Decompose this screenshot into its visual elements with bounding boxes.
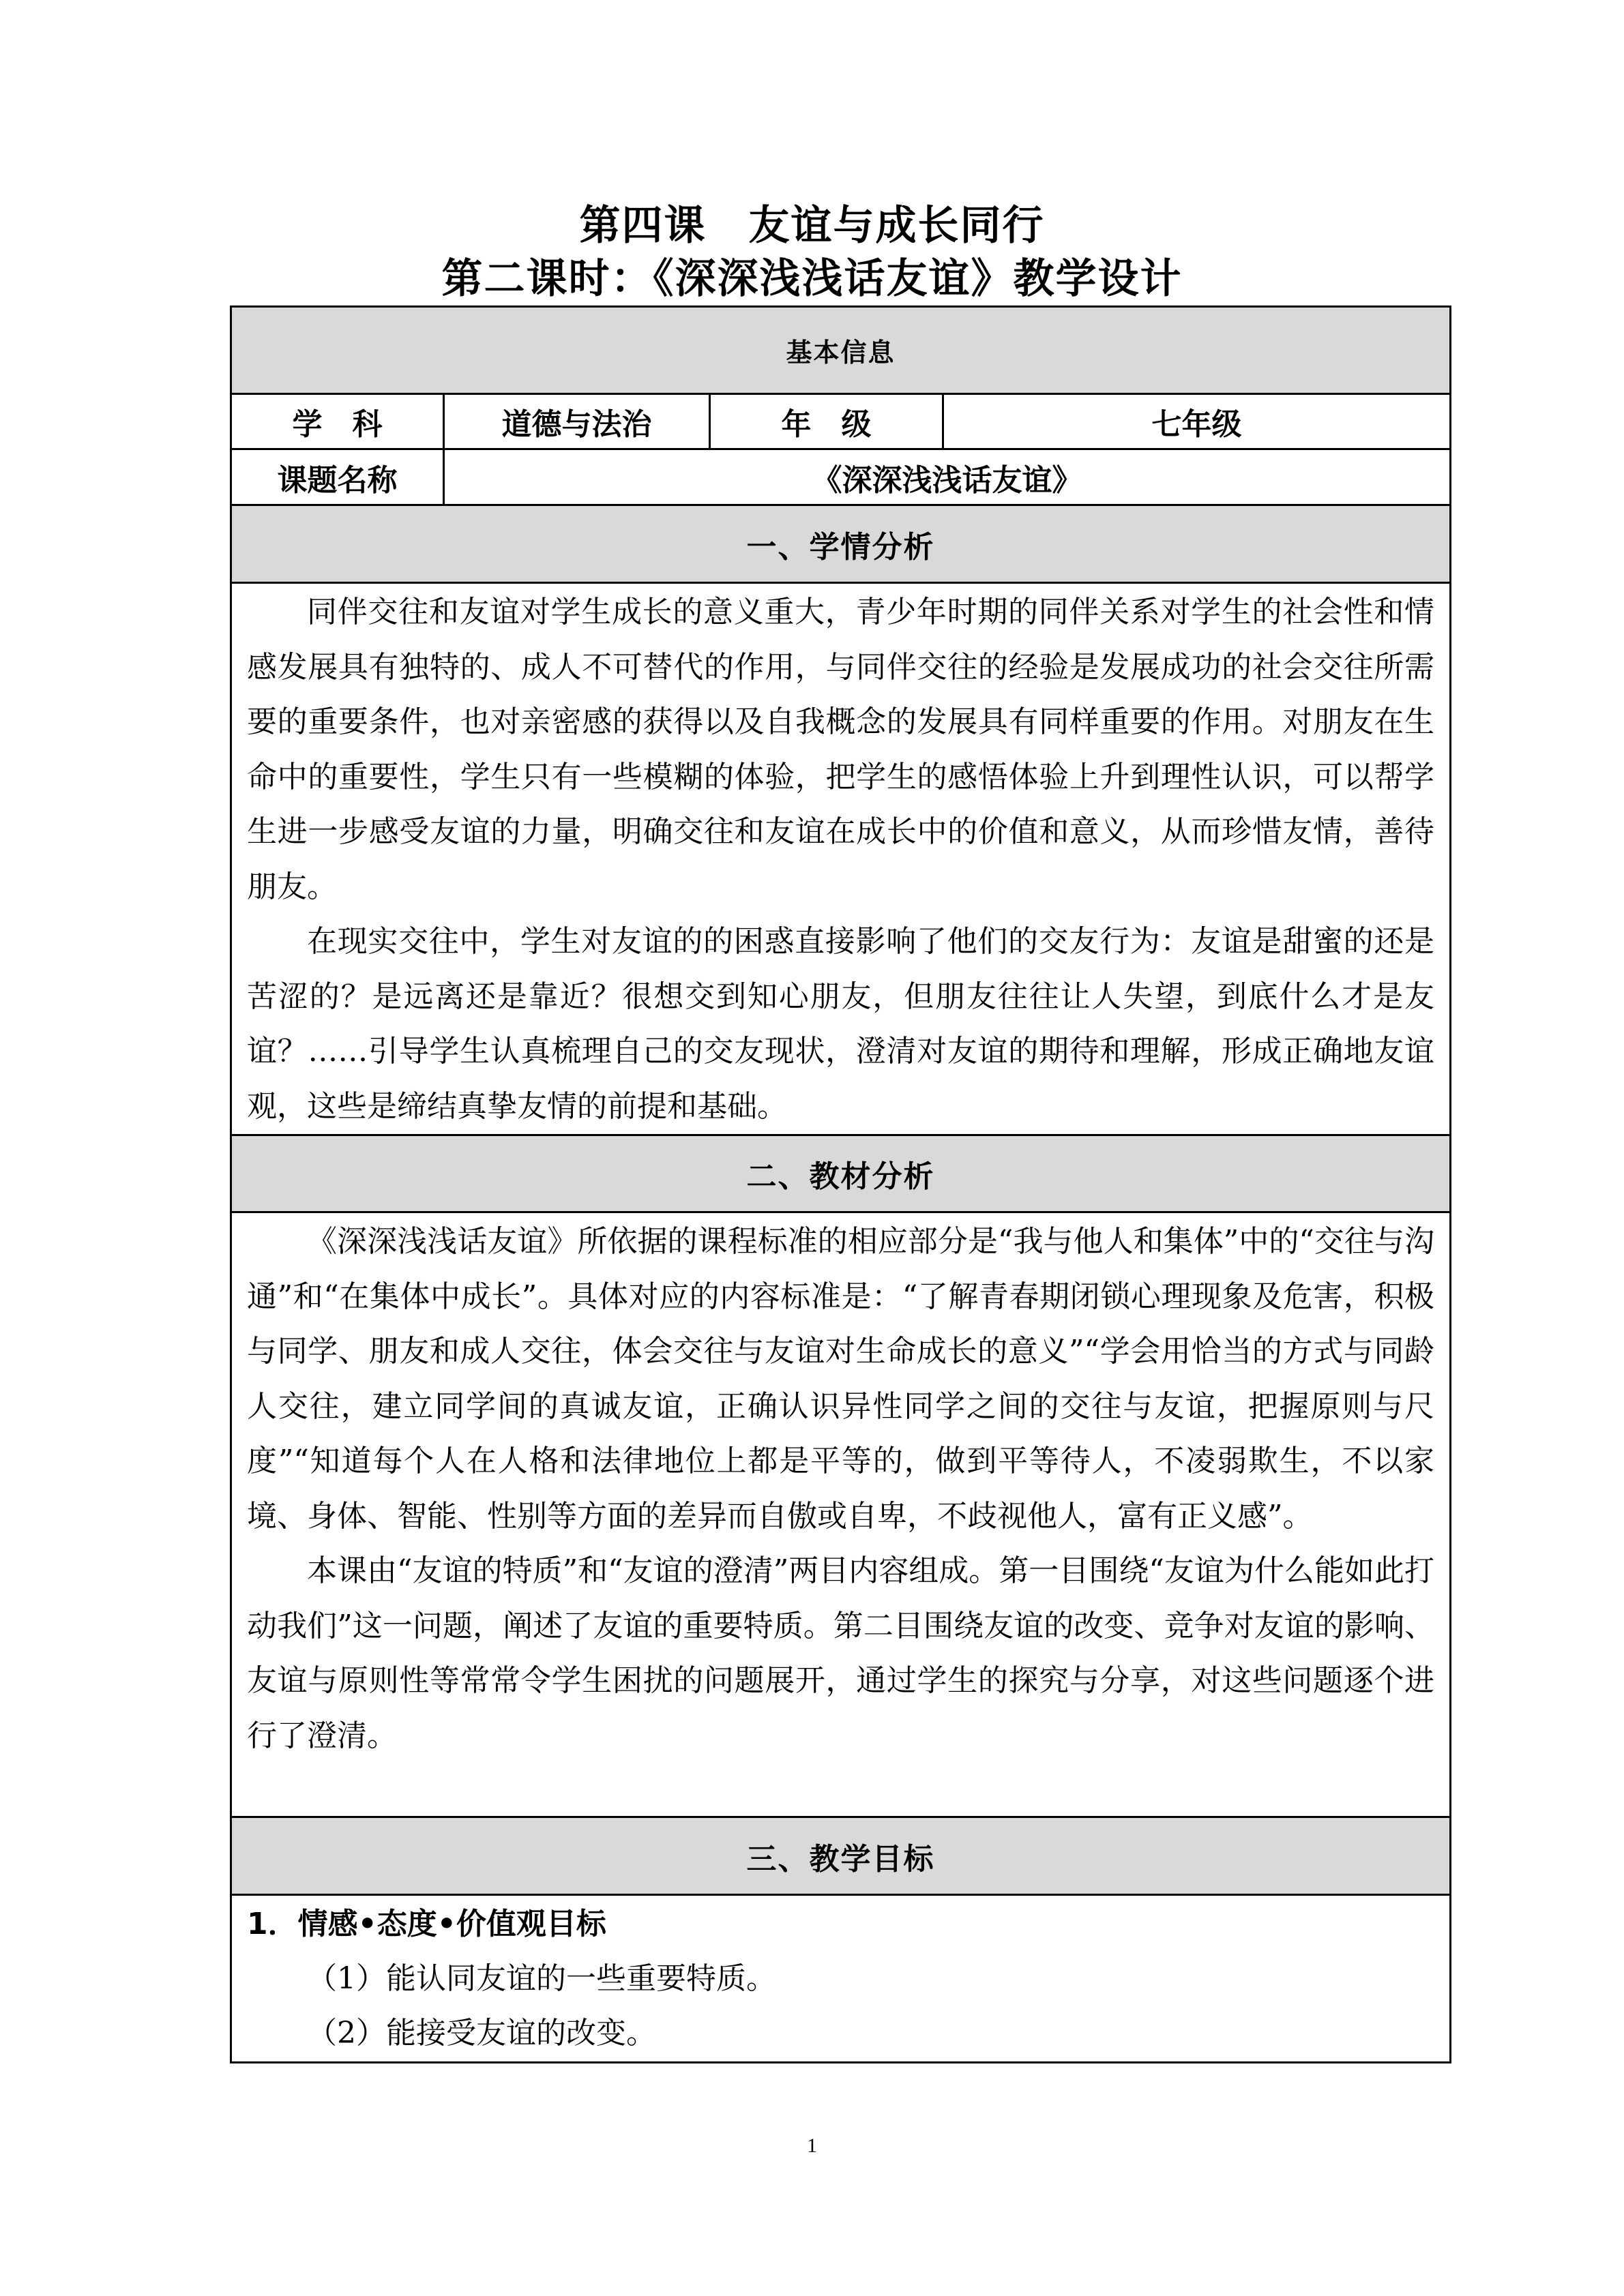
grade-value: 七年级 — [943, 394, 1451, 449]
textbook-analysis-heading: 二、教材分析 — [231, 1135, 1451, 1212]
document-title — [0, 199, 1624, 305]
topic-value: 《深深浅浅话友谊》 — [444, 449, 1451, 505]
textbook-analysis-body — [231, 1212, 1451, 1817]
topic-label: 课题名称 — [231, 449, 444, 505]
subject-value: 道德与法治 — [444, 394, 710, 449]
title-line-1: 第四课 友谊与成长同行 — [579, 202, 1045, 250]
grade-label: 年 级 — [710, 394, 943, 449]
title-line-2: 第二课时：《深深浅浅话友谊》教学设计 — [441, 255, 1183, 303]
lesson-plan-table — [230, 305, 1451, 2063]
page-number: 1 — [807, 2134, 817, 2157]
learner-analysis-body — [231, 583, 1451, 1135]
textbook-analysis-paragraph-1: 《深深浅浅话友谊》所依据的课程标准的相应部分是“我与他人和集体”中的“交往与沟通”和“在集体中成长”。具体对应的内容标准是：“了解青春期闭锁心理现象及危害，积极与同学、朋友和成人交往，体会交往与友谊对生命成长的意义”“学会用恰当的方式与同龄人交往，建立同学间的真诚友谊，正确认识异性同学之间的交往与友谊，把握原则与尺度”“知道每个人在人格和法律地位上都是平等的，做到平等待人，不凌弱欺生，不以家境、身体、智能、性别等方面的差异而自傲或自卑，不歧视他人，富有正义感”。 — [247, 1224, 1435, 1534]
basic-info-heading: 基本信息 — [231, 307, 1451, 394]
teaching-goals-heading: 三、教学目标 — [231, 1817, 1451, 1895]
goal-item-2: （2）能接受友谊的改变。 — [307, 2016, 656, 2051]
learner-analysis-paragraph-1: 同伴交往和友谊对学生成长的意义重大，青少年时期的同伴关系对学生的社会性和情感发展具有独特的、成人不可替代的作用，与同伴交往的经验是发展成功的社会交往所需要的重要条件，也对亲密感的获得以及自我概念的发展具有同样重要的作用。对朋友在生命中的重要性，学生只有一些模糊的体验，把学生的感悟体验上升到理性认识，可以帮学生进一步感受友谊的力量，明确交往和友谊在成长中的价值和意义，从而珍惜友情，善待朋友。 — [247, 595, 1435, 904]
textbook-analysis-paragraph-2: 本课由“友谊的特质”和“友谊的澄清”两目内容组成。第一目围绕“友谊为什么能如此打动我们”这一问题，阐述了友谊的重要特质。第二目围绕友谊的改变、竞争对友谊的影响、友谊与原则性等常常令学生困扰的问题展开，通过学生的探究与分享，对这些问题逐个进行了澄清。 — [247, 1553, 1435, 1753]
learner-analysis-paragraph-2: 在现实交往中，学生对友谊的的困惑直接影响了他们的交友行为：友谊是甜蜜的还是苦涩的？是远离还是靠近？很想交到知心朋友，但朋友往往让人失望，到底什么才是友谊？……引导学生认真梳理自己的交友现状，澄清对友谊的期待和理解，形成正确地友谊观，这些是缔结真挚友情的前提和基础。 — [247, 924, 1435, 1124]
teaching-goals-body — [231, 1895, 1451, 2063]
goal-item-1: （1）能认同友谊的一些重要特质。 — [307, 1961, 776, 1996]
goal-1-heading: 1．情感•态度•价值观目标 — [247, 1907, 606, 1941]
subject-label: 学 科 — [231, 394, 444, 449]
learner-analysis-heading: 一、学情分析 — [231, 505, 1451, 583]
